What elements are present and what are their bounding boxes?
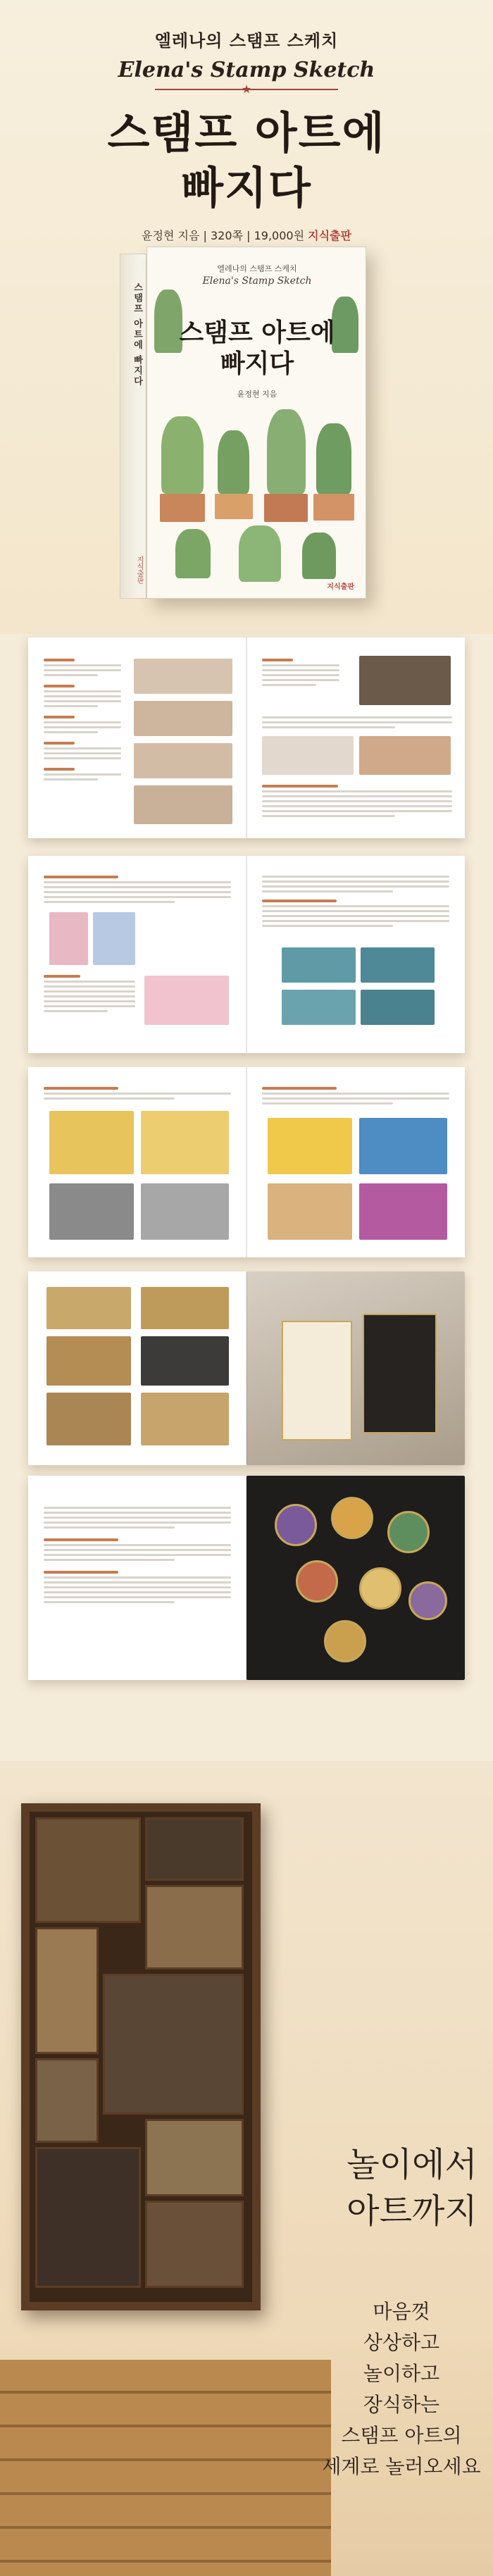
- cactus-illustration: [267, 409, 306, 494]
- tagline-body-line3: 놀이하고: [363, 2362, 440, 2385]
- photo-jar-stamp: [49, 1111, 134, 1174]
- photo-card-stamp: [359, 1183, 447, 1240]
- left-page: [28, 856, 246, 1053]
- star-icon: ★: [241, 82, 252, 96]
- cover-title: [147, 318, 366, 380]
- text-column: [44, 656, 121, 783]
- gift-bag: [282, 1321, 352, 1441]
- round-tag: [324, 1620, 366, 1662]
- photo-bunny-stamp: [49, 912, 88, 965]
- tagline-body-line1: 마음껏: [373, 2300, 430, 2323]
- photo-gold-decoration: [46, 1287, 131, 1329]
- photo-stamp-pads: [359, 736, 451, 775]
- page-spread-2: [28, 856, 465, 1053]
- book-spine: [120, 254, 146, 599]
- shadow-box-cell: [35, 2058, 99, 2143]
- text-column: [262, 873, 449, 930]
- photo-jar-stamp: [141, 1111, 229, 1174]
- book-meta: [0, 227, 493, 243]
- pot-illustration: [264, 494, 308, 522]
- wooden-crate: [0, 2360, 331, 2576]
- pot-illustration: [160, 494, 205, 522]
- cactus-illustration: [175, 529, 211, 578]
- photo-gold-decoration: [46, 1336, 131, 1386]
- series-name: 엘레나의 스탬프 스케치: [154, 31, 339, 51]
- shadow-box-cell: [35, 2147, 141, 2288]
- round-tag: [359, 1567, 401, 1610]
- cover-publisher: 지식출판: [327, 583, 354, 591]
- shadow-box-cell: [145, 1885, 244, 1970]
- left-page: [28, 1476, 246, 1680]
- photo-wave-stamp: [359, 1118, 447, 1174]
- text-column: [262, 656, 339, 689]
- spine-publisher: 지식출판: [135, 556, 143, 584]
- text-column: [44, 1084, 231, 1102]
- text-column: [44, 873, 231, 906]
- round-tag: [387, 1511, 430, 1553]
- text-column: [44, 972, 135, 1015]
- left-page: [28, 1271, 246, 1465]
- photo-hexagon-stamp: [268, 1118, 352, 1174]
- pot-illustration: [215, 494, 253, 519]
- gift-bag: [363, 1314, 437, 1433]
- text-column: [262, 1084, 449, 1107]
- tagline-heading: [331, 2141, 493, 2234]
- round-tag: [408, 1581, 447, 1620]
- cactus-illustration: [302, 533, 336, 579]
- round-tag: [296, 1560, 338, 1603]
- photo-gold-decoration: [141, 1393, 229, 1445]
- cover-author: 윤정현 지음: [237, 390, 277, 399]
- tagline-heading-line1: 놀이에서: [347, 2145, 478, 2184]
- shadow-box-cell: [35, 1927, 99, 2054]
- closing-section: [0, 1761, 493, 2576]
- right-page: [246, 856, 465, 1053]
- meta-separator: |: [246, 229, 254, 242]
- photo-hands-stamping: [134, 659, 232, 694]
- photo-hands-stamping: [134, 743, 232, 778]
- page-spread-4: [28, 1271, 465, 1465]
- round-tag: [331, 1497, 373, 1539]
- book-title-line1: 스탬프 아트에: [107, 107, 386, 158]
- right-page: [246, 1271, 465, 1465]
- page-count: 320쪽: [211, 229, 243, 242]
- cover-title-line2: 빠지다: [220, 349, 294, 378]
- script-title: Elena's Stamp Sketch: [118, 58, 375, 82]
- photo-gold-decoration: [141, 1336, 229, 1386]
- right-page: [246, 637, 465, 838]
- photo-shadow-box-art: [21, 1803, 261, 2310]
- round-tag: [275, 1504, 317, 1546]
- cactus-illustration: [218, 430, 249, 494]
- left-page: [28, 1067, 246, 1257]
- book-title: [0, 106, 493, 216]
- publisher-logo: 지식출판: [308, 229, 351, 242]
- cover-series: 엘레나의 스탬프 스케치: [217, 264, 297, 273]
- photo-gold-decoration: [141, 1287, 229, 1329]
- cover-script-title: Elena's Stamp Sketch: [202, 275, 312, 287]
- price: 19,000원: [254, 229, 305, 242]
- text-column: [262, 782, 452, 820]
- hero-section: [0, 0, 493, 634]
- tagline-body-line5: 스탬프 아트의: [341, 2424, 462, 2447]
- right-page: [246, 1067, 465, 1257]
- tagline-body-line6: 세계로 놀러오세요: [322, 2455, 481, 2478]
- photo-teal-house-stamp: [282, 990, 356, 1025]
- text-column: [262, 714, 452, 731]
- photo-gold-decoration: [46, 1393, 131, 1445]
- photo-city-silhouette: [141, 1183, 229, 1240]
- book-front-cover: [146, 247, 366, 599]
- cactus-illustration: [316, 423, 351, 494]
- cactus-illustration: [239, 525, 281, 582]
- photo-hands-stamping: [134, 785, 232, 824]
- photo-stamp-supplies: [359, 656, 451, 705]
- photo-flower-stamp: [144, 976, 229, 1025]
- photo-bear-stamp: [93, 912, 135, 965]
- photo-teal-house-stamp: [361, 990, 435, 1025]
- shadow-box-cell: [145, 2201, 244, 2288]
- shadow-box-cell: [145, 2119, 244, 2196]
- cover-title-line1: 스탬프 아트에: [179, 318, 335, 347]
- page-spread-1: [28, 637, 465, 838]
- left-page: [28, 637, 246, 838]
- page-spread-3: [28, 1067, 465, 1257]
- page-spread-5: [28, 1476, 465, 1680]
- photo-city-silhouette: [49, 1183, 134, 1240]
- meta-separator: |: [203, 229, 211, 242]
- text-column: [44, 1504, 231, 1606]
- tagline-body-line2: 상상하고: [363, 2331, 440, 2354]
- spine-title: 스탬프 아트에 빠지다: [132, 282, 142, 387]
- shadow-box-cell: [145, 1817, 244, 1881]
- tagline-body-line4: 장식하는: [363, 2393, 440, 2416]
- photo-teal-house-stamp: [361, 947, 435, 983]
- tagline-body: [310, 2296, 493, 2482]
- photo-hands-stamping: [134, 701, 232, 736]
- tagline-heading-line2: 아트까지: [347, 2191, 478, 2231]
- shadow-box-cell: [35, 1817, 141, 1923]
- book-title-line2: 빠지다: [181, 162, 312, 213]
- photo-stamp-pads: [262, 736, 354, 775]
- cactus-illustration: [161, 416, 204, 494]
- pot-illustration: [313, 494, 354, 521]
- shadow-box-cell: [103, 1974, 244, 2115]
- photo-animal-stamp: [268, 1183, 352, 1240]
- author: 윤정현 지음: [142, 229, 200, 242]
- book-cover-image: [120, 247, 373, 606]
- right-page: [246, 1476, 465, 1680]
- photo-teal-house-stamp: [282, 947, 356, 983]
